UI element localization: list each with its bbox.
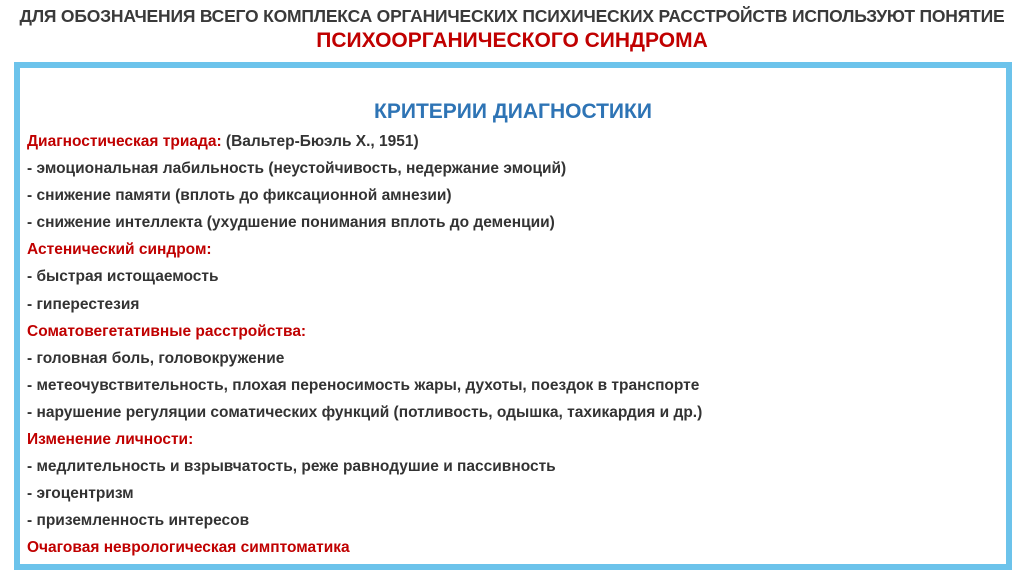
criteria-item: [27, 507, 997, 534]
criteria-item-text: - метеочувствительность, плохая переносимость жары, духоты, поездок в транспорте: [27, 376, 700, 394]
slide-heading: ДЛЯ ОБОЗНАЧЕНИЯ ВСЕГО КОМПЛЕКСА ОРГАНИЧЕСКИХ ПСИХИЧЕСКИХ РАССТРОЙСТВ ИСПОЛЬЗУЮТ ПОНЯТИЕ: [19, 6, 1005, 26]
criteria-item-text: - головная боль, головокружение: [27, 349, 285, 367]
criteria-heading-text: Астенический синдром:: [27, 241, 212, 259]
criteria-item: [27, 263, 997, 290]
criteria-item-text: - нарушение регуляции соматических функций (потливость, одышка, тахикардия и др.): [27, 403, 703, 421]
criteria-item-text: - гиперестезия: [27, 295, 140, 313]
criteria-heading: [27, 318, 997, 345]
criteria-item: [27, 155, 997, 182]
criteria-item: [27, 453, 997, 480]
criteria-item-text: - быстрая истощаемость: [27, 268, 219, 286]
criteria-item-text: - медлительность и взрывчатость, реже равнодушие и пассивность: [27, 458, 556, 476]
criteria-item-text: - снижение памяти (вплоть до фиксационной амнезии): [27, 187, 452, 205]
criteria-item: [27, 182, 997, 209]
criteria-heading-text: Соматовегетативные расстройства:: [27, 322, 307, 340]
criteria-heading: [27, 236, 997, 263]
criteria-heading-text: Изменение личности:: [27, 431, 194, 449]
criteria-item-text: - эмоциональная лабильность (неустойчивость, недержание эмоций): [27, 160, 567, 178]
criteria-item-text: - приземленность интересов: [27, 512, 250, 530]
criteria-list: [27, 128, 997, 562]
criteria-heading: [27, 426, 997, 453]
criteria-item-text: - снижение интеллекта (ухудшение понимания вплоть до деменции): [27, 214, 555, 232]
slide-heading-emphasis: ПСИХООРГАНИЧЕСКОГО СИНДРОМА: [316, 29, 708, 52]
criteria-heading: [27, 534, 997, 561]
criteria-item: [27, 209, 997, 236]
criteria-heading: [27, 128, 997, 155]
criteria-panel-title: КРИТЕРИИ ДИАГНОСТИКИ: [374, 100, 652, 123]
criteria-heading-citation: (Вальтер-Бюэль Х., 1951): [221, 133, 419, 150]
criteria-item-text: - эгоцентризм: [27, 485, 134, 503]
criteria-heading-text: Диагностическая триада:: [27, 133, 222, 150]
criteria-item: [27, 291, 997, 318]
criteria-item: [27, 372, 997, 399]
criteria-item: [27, 345, 997, 372]
criteria-panel: [14, 62, 1012, 570]
criteria-item: [27, 399, 997, 426]
criteria-heading-text: Очаговая неврологическая симптоматика: [27, 539, 350, 557]
criteria-item: [27, 480, 997, 507]
